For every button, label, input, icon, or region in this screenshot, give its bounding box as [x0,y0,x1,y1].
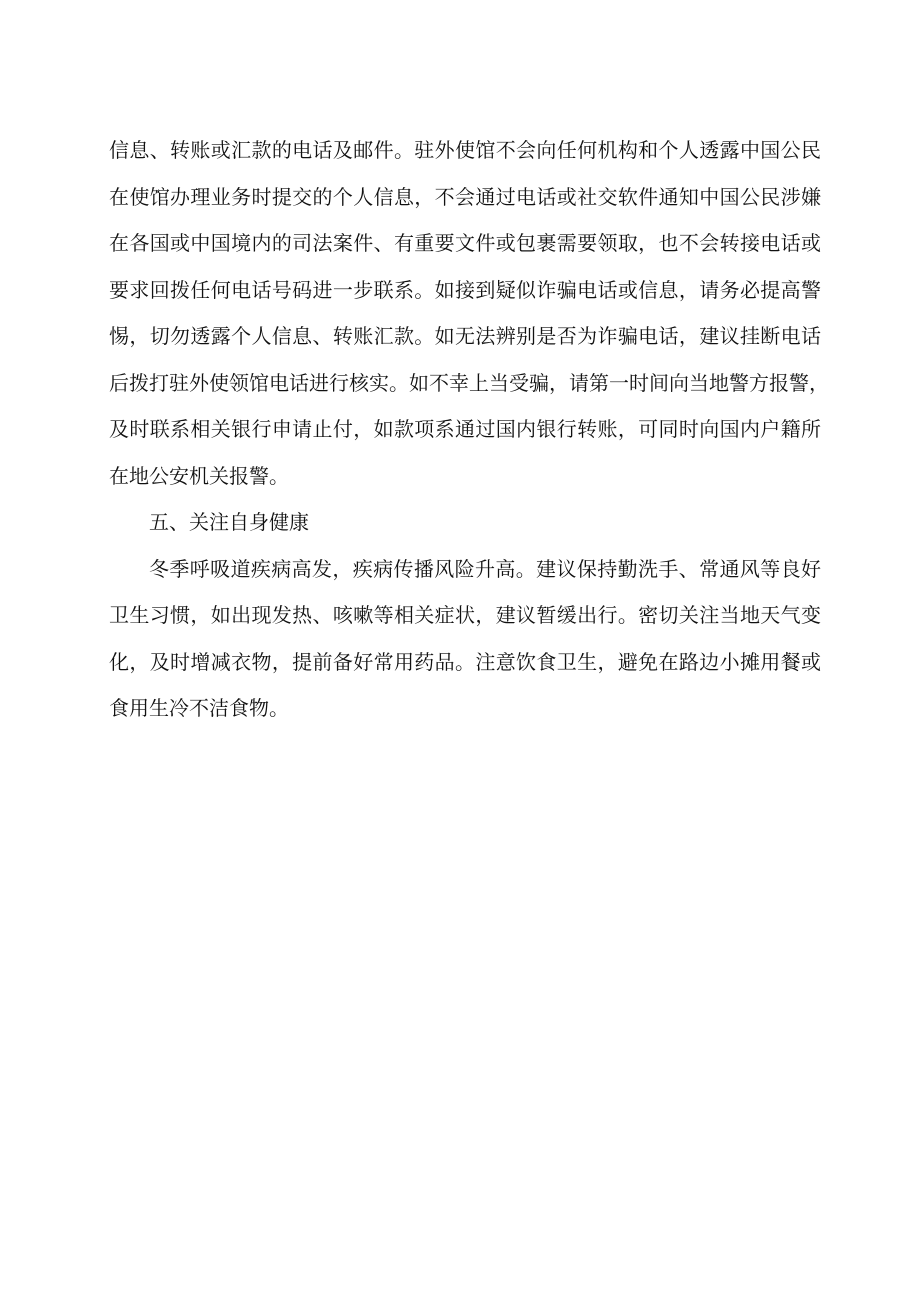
paragraph-line: 惕，切勿透露个人信息、转账汇款。如无法辨别是否为诈骗电话，建议挂断电话 [109,324,821,348]
paragraph-line: 卫生习惯，如出现发热、咳嗽等相关症状，建议暂缓出行。密切关注当地天气变 [109,603,821,627]
paragraph-line: 冬季呼吸道疾病高发，疾病传播风险升高。建议保持勤洗手、常通风等良好 [149,556,821,581]
paragraph-line: 及时联系相关银行申请止付，如款项系通过国内银行转账，可同时向国内户籍所 [109,417,821,441]
paragraph-health [109,546,821,732]
paragraph-line: 化，及时增减衣物，提前备好常用药品。注意饮食卫生，避免在路边小摊用餐或 [109,649,821,674]
paragraph-line: 信息、转账或汇款的电话及邮件。驻外使馆不会向任何机构和个人透露中国公民 [109,138,821,162]
paragraph-line: 食用生冷不洁食物。 [109,696,289,720]
document-body [109,127,829,732]
paragraph-line: 在地公安机关报警。 [109,463,289,488]
paragraph-line: 在各国或中国境内的司法案件、有重要文件或包裹需要领取，也不会转接电话或 [109,231,821,255]
section-heading: 五、关注自身健康 [149,510,309,534]
paragraph-line: 在使馆办理业务时提交的个人信息，不会通过电话或社交软件通知中国公民涉嫌 [109,184,821,209]
paragraph-line: 要求回拨任何电话号码进一步联系。如接到疑似诈骗电话或信息，请务必提高警 [109,277,821,302]
paragraph-line: 后拨打驻外使领馆电话进行核实。如不幸上当受骗，请第一时间向当地警方报警， [109,370,829,395]
paragraph-anti-fraud [109,127,829,499]
